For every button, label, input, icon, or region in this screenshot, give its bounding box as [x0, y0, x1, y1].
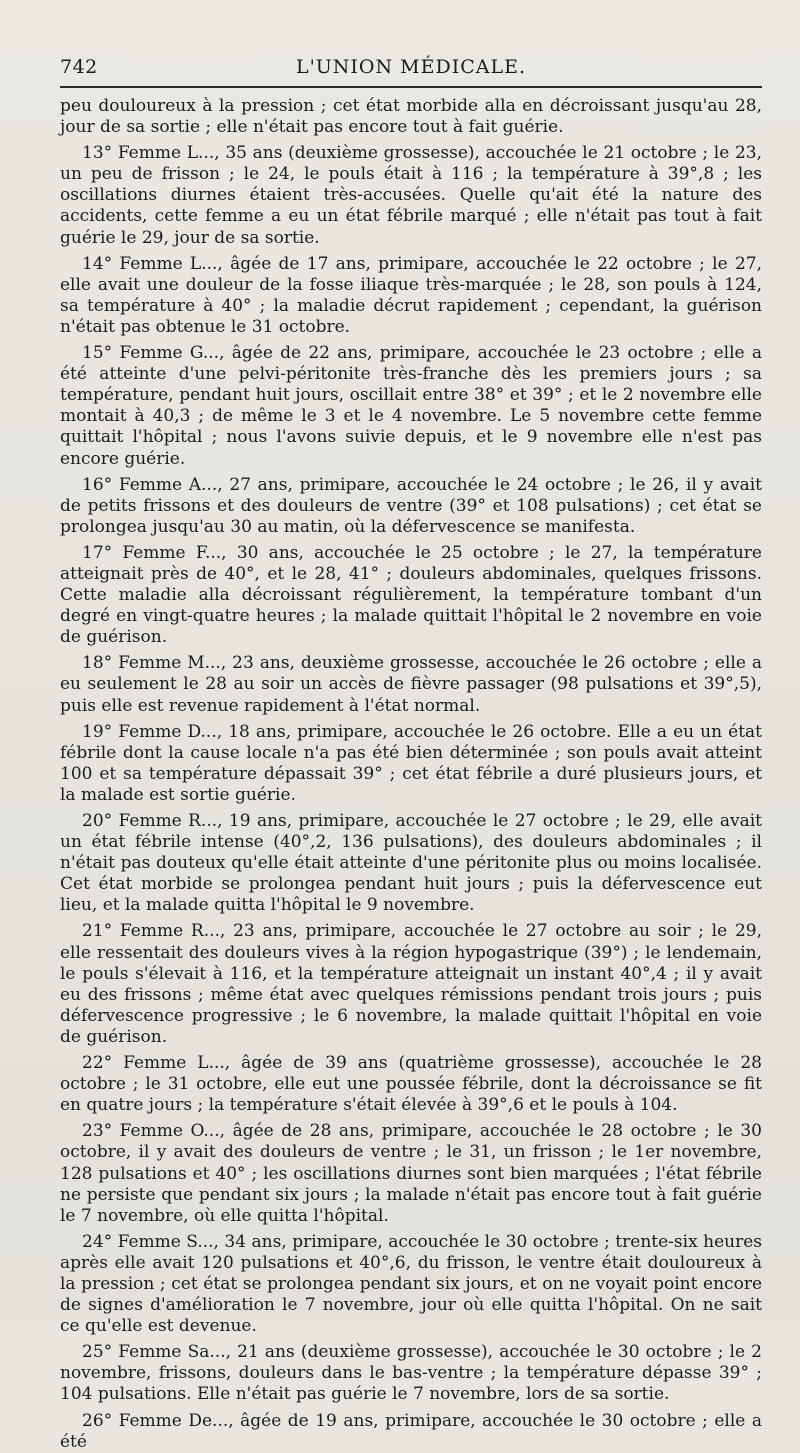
body-text [60, 96, 762, 1453]
case-23-paragraph: 23° Femme O..., âgée de 28 ans, primipare, accouchée le 28 octobre ; le 30 octobre, il y avait des douleurs de ventre ; le 31, un frisson ; le 1er novembre, 128 pulsations et 40° ; les oscillations diurnes sont bien marquées ; l'état fébrile ne persiste que pendant six jours ; la malade n'était pas encore tout à fait guérie le 7 novembre, où elle quitta l'hôpital. [60, 1121, 762, 1226]
case-22-paragraph: 22° Femme L..., âgée de 39 ans (quatrième grossesse), accouchée le 28 octobre ; le 31 octobre, elle eut une poussée fébrile, dont la décroissance se fit en quatre jours ; la température s'était élevée à 39°,6 et le pouls à 104. [60, 1053, 762, 1116]
case-19-paragraph: 19° Femme D..., 18 ans, primipare, accouchée le 26 octobre. Elle a eu un état fébrile dont la cause locale n'a pas été bien déterminée ; son pouls avait atteint 100 et sa température dépassait 39° ; cet état fébrile a duré plusieurs jours, et la malade est sortie guérie. [60, 721, 762, 805]
case-21-paragraph: 21° Femme R..., 23 ans, primipare, accouchée le 27 octobre au soir ; le 29, elle ressentait des douleurs vives à la région hypogastrique (39°) ; le lendemain, le pouls s'élevait à 116, et la température atteignait un instant 40°,4 ; il y avait eu des frissons ; même état avec quelques rémissions pendant trois jours ; puis défervescence progressive ; le 6 novembre, la malade quittait l'hôpital en voie de guérison. [60, 921, 762, 1047]
case-20-paragraph: 20° Femme R..., 19 ans, primipare, accouchée le 27 octobre ; le 29, elle avait un état fébrile intense (40°,2, 136 pulsations), des douleurs abdominales ; il n'était pas douteux qu'elle était atteinte d'une péritonite plus ou moins localisée. Cet état morbide se prolongea pendant huit jours ; puis la défervescence eut lieu, et la malade quitta l'hôpital le 9 novembre. [60, 811, 762, 916]
case-25-paragraph: 25° Femme Sa..., 21 ans (deuxième grossesse), accouchée le 30 octobre ; le 2 novembre, frissons, douleurs dans le bas-ventre ; la température dépasse 39° ; 104 pulsations. Elle n'était pas guérie le 7 novembre, lors de sa sortie. [60, 1342, 762, 1405]
case-17-paragraph: 17° Femme F..., 30 ans, accouchée le 25 octobre ; le 27, la température atteignait près de 40°, et le 28, 41° ; douleurs abdominales, quelques frissons. Cette maladie alla décroissant régulièrement, la température tombant d'un degré en vingt-quatre heures ; la malade quittait l'hôpital le 2 novembre en voie de guérison. [60, 542, 762, 648]
case-26-paragraph: 26° Femme De..., âgée de 19 ans, primipare, accouchée le 30 octobre ; elle a été [60, 1410, 762, 1452]
case-15-paragraph: 15° Femme G..., âgée de 22 ans, primipare, accouchée le 23 octobre ; elle a été atteinte d'une pelvi-péritonite très-franche dès les premiers jours ; sa température, pendant huit jours, oscillait entre 38° et 39° ; et le 2 novembre elle montait à 40,3 ; de même le 3 et le 4 novembre. Le 5 novembre cette femme quittait l'hôpital ; nous l'avons suivie depuis, et le 9 novembre elle n'est pas encore guérie. [60, 343, 762, 469]
case-13-paragraph: 13° Femme L..., 35 ans (deuxième grossesse), accouchée le 21 octobre ; le 23, un peu de frisson ; le 24, le pouls était à 116 ; la température à 39°,8 ; les oscillations diurnes étaient très-accusées. Quelle qu'ait été la nature des accidents, cette femme a eu un état fébrile marqué ; elle n'était pas tout à fait guérie le 29, jour de sa sortie. [60, 143, 762, 248]
case-24-paragraph: 24° Femme S..., 34 ans, primipare, accouchée le 30 octobre ; trente-six heures après elle avait 120 pulsations et 40°,6, du frisson, le ventre était douloureux à la pression ; cet état se prolongea pendant six jours, et on ne voyait point encore de signes d'amélioration le 7 novembre, jour où elle quitta l'hôpital. On ne sait ce qu'elle est devenue. [60, 1231, 762, 1337]
case-16-paragraph: 16° Femme A..., 27 ans, primipare, accouchée le 24 octobre ; le 26, il y avait de petits frissons et des douleurs de ventre (39° et 108 pulsations) ; cet état se prolongea jusqu'au 30 au matin, où la défervescence se manifesta. [60, 474, 762, 537]
case-14-paragraph: 14° Femme L..., âgée de 17 ans, primipare, accouchée le 22 octobre ; le 27, elle avait une douleur de la fosse iliaque très-marquée ; le 28, son pouls à 124, sa température à 40° ; la maladie décrut rapidement ; cependant, la guérison n'était pas obtenue le 31 octobre. [60, 253, 762, 337]
journal-title: L'UNION MÉDICALE. [295, 56, 527, 78]
running-header [60, 56, 762, 88]
page-number: 742 [60, 56, 98, 78]
lead-paragraph: peu douloureux à la pression ; cet état morbide alla en décroissant jusqu'au 28, jour de sa sortie ; elle n'était pas encore tout à fait guérie. [60, 96, 762, 138]
case-18-paragraph: 18° Femme M..., 23 ans, deuxième grossesse, accouchée le 26 octobre ; elle a eu seulement le 28 au soir un accès de fièvre passager (98 pulsations et 39°,5), puis elle est revenue rapidement à l'état normal. [60, 653, 762, 716]
